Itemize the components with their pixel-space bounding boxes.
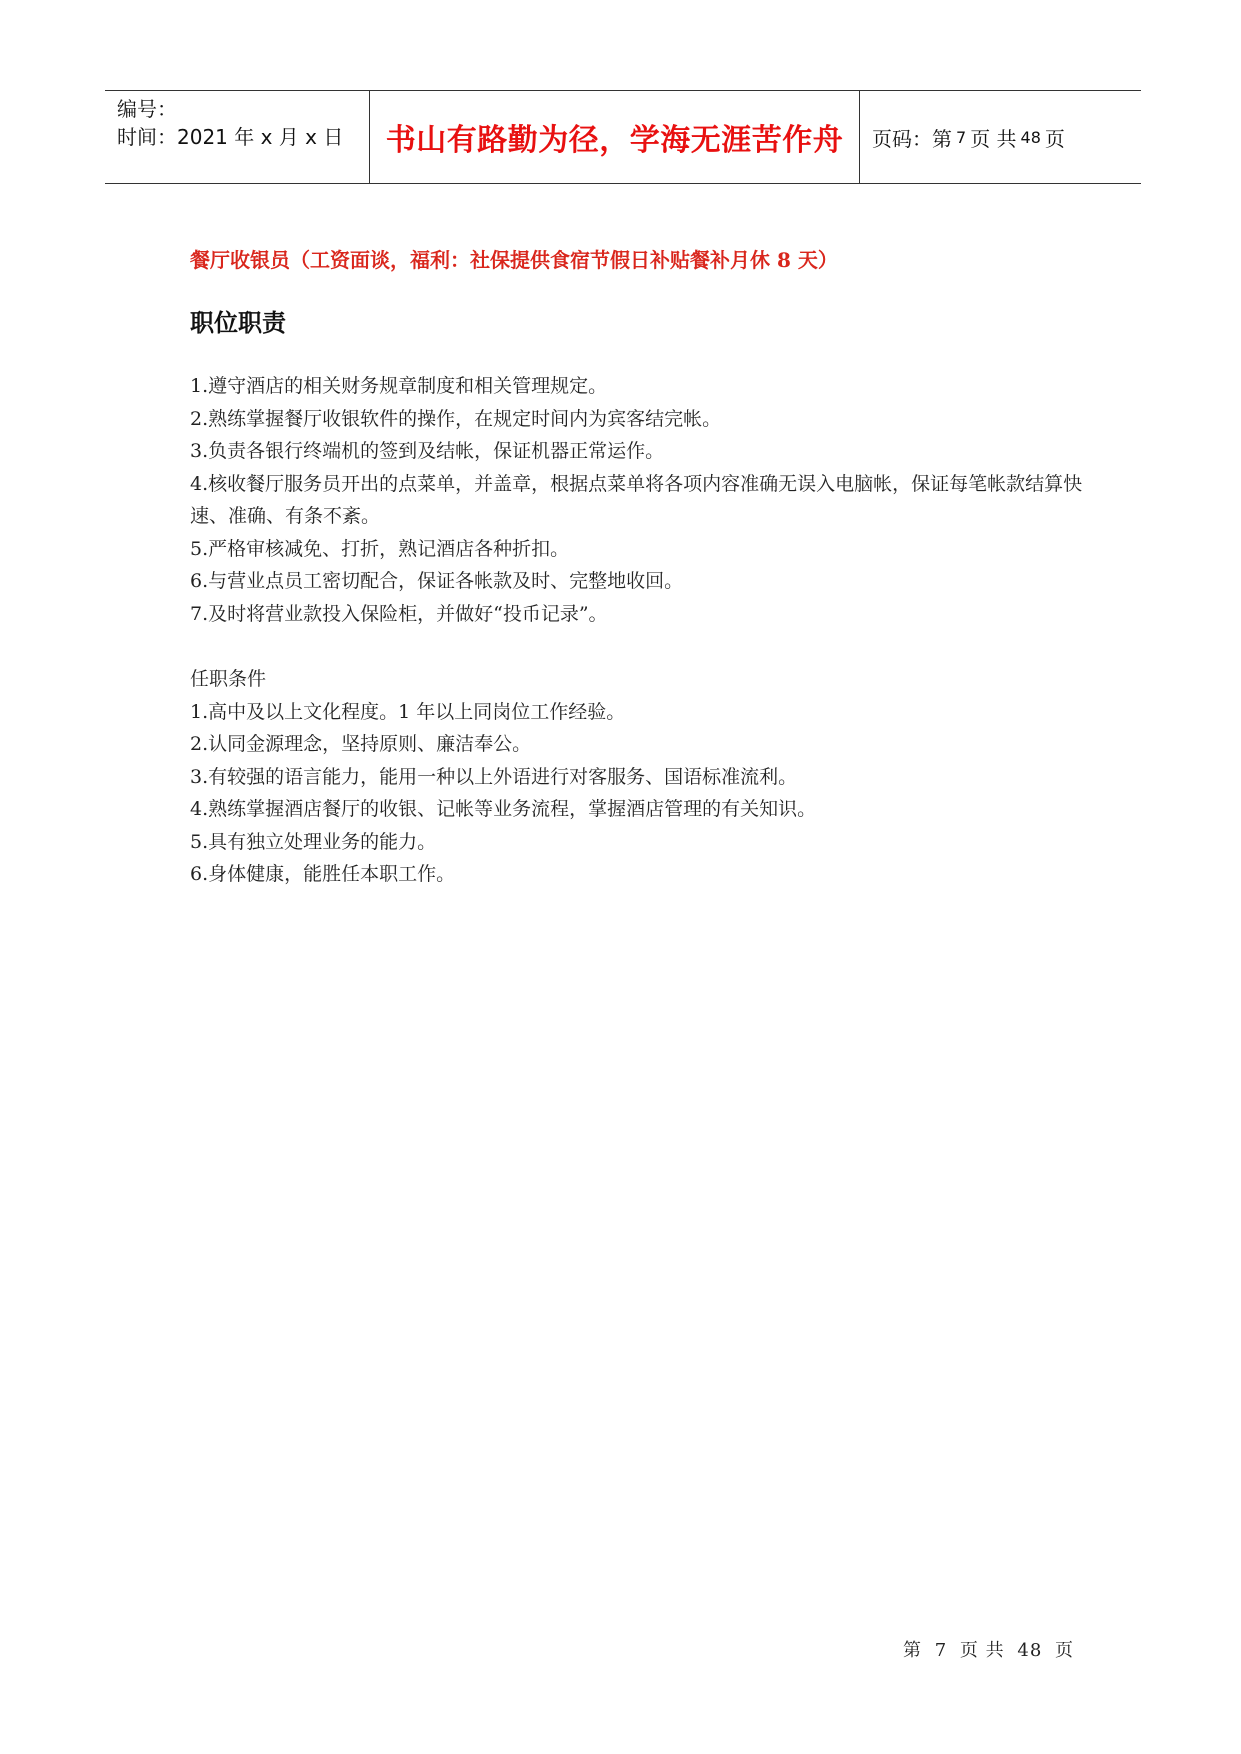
list-item: 6.与营业点员工密切配合，保证各帐款及时、完整地收回。: [190, 570, 684, 592]
document-header: [105, 90, 1141, 184]
page-suffix: 页: [1044, 126, 1065, 151]
footer-total-pages: 48: [1017, 1640, 1043, 1661]
list-item: 7.及时将营业款投入保险柜，并做好“投币记录”。: [190, 602, 608, 625]
footer-current-page: 7: [934, 1640, 948, 1661]
list-item: 3.负责各银行终端机的签到及结帐，保证机器正常运作。: [190, 440, 665, 462]
page-current: 7: [956, 127, 967, 147]
header-motto-cell: [370, 91, 860, 183]
list-item: 6.身体健康，能胜任本职工作。: [190, 863, 456, 885]
list-item: 3.有较强的语言能力，能用一种以上外语进行对客服务、国语标准流利。: [190, 765, 798, 788]
page-mid: 页 共: [970, 126, 1017, 151]
duties-heading: 职位职责: [190, 308, 286, 337]
list-item: 2.熟练掌握餐厅收银软件的操作，在规定时间内为宾客结完帐。: [190, 407, 722, 430]
header-meta: [105, 91, 370, 183]
list-item: 5.具有独立处理业务的能力。: [190, 830, 437, 853]
page-total: 48: [1020, 127, 1041, 147]
list-item: 1.遵守酒店的相关财务规章制度和相关管理规定。: [190, 375, 608, 397]
job-title: 餐厅收银员（工资面谈，福利：社保提供食宿节假日补贴餐补月休 8 天）: [190, 248, 838, 272]
page-prefix: 页码：第: [872, 126, 952, 151]
footer-mid: 页 共: [959, 1640, 1005, 1661]
document-body: [190, 246, 1090, 891]
footer-prefix: 第: [903, 1640, 922, 1661]
time-label: 时间：2021 年 x 月 x 日: [117, 125, 344, 149]
duties-list: [190, 370, 1090, 630]
footer-suffix: 页: [1055, 1640, 1075, 1661]
header-page-info: [860, 91, 1141, 183]
list-item: 2.认同金源理念，坚持原则、廉洁奉公。: [190, 733, 532, 755]
list-item: 1.高中及以上文化程度。1 年以上同岗位工作经验。: [190, 700, 626, 723]
list-item: 4.熟练掌握酒店餐厅的收银、记帐等业务流程，掌握酒店管理的有关知识。: [190, 798, 817, 820]
list-item: 4.核收餐厅服务员开出的点菜单，并盖章，根据点菜单将各项内容准确无误入电脑帐，保证每笔帐款结算快速、准确、有条不紊。: [190, 472, 1083, 527]
header-motto: 书山有路勤为径，学海无涯苦作舟: [385, 123, 844, 158]
requirements-list: [190, 696, 1090, 891]
page-footer: [903, 1636, 1074, 1662]
serial-number-label: 编号：: [117, 97, 177, 121]
requirements-heading: 任职条件: [190, 668, 267, 690]
list-item: 5.严格审核减免、打折，熟记酒店各种折扣。: [190, 537, 570, 560]
